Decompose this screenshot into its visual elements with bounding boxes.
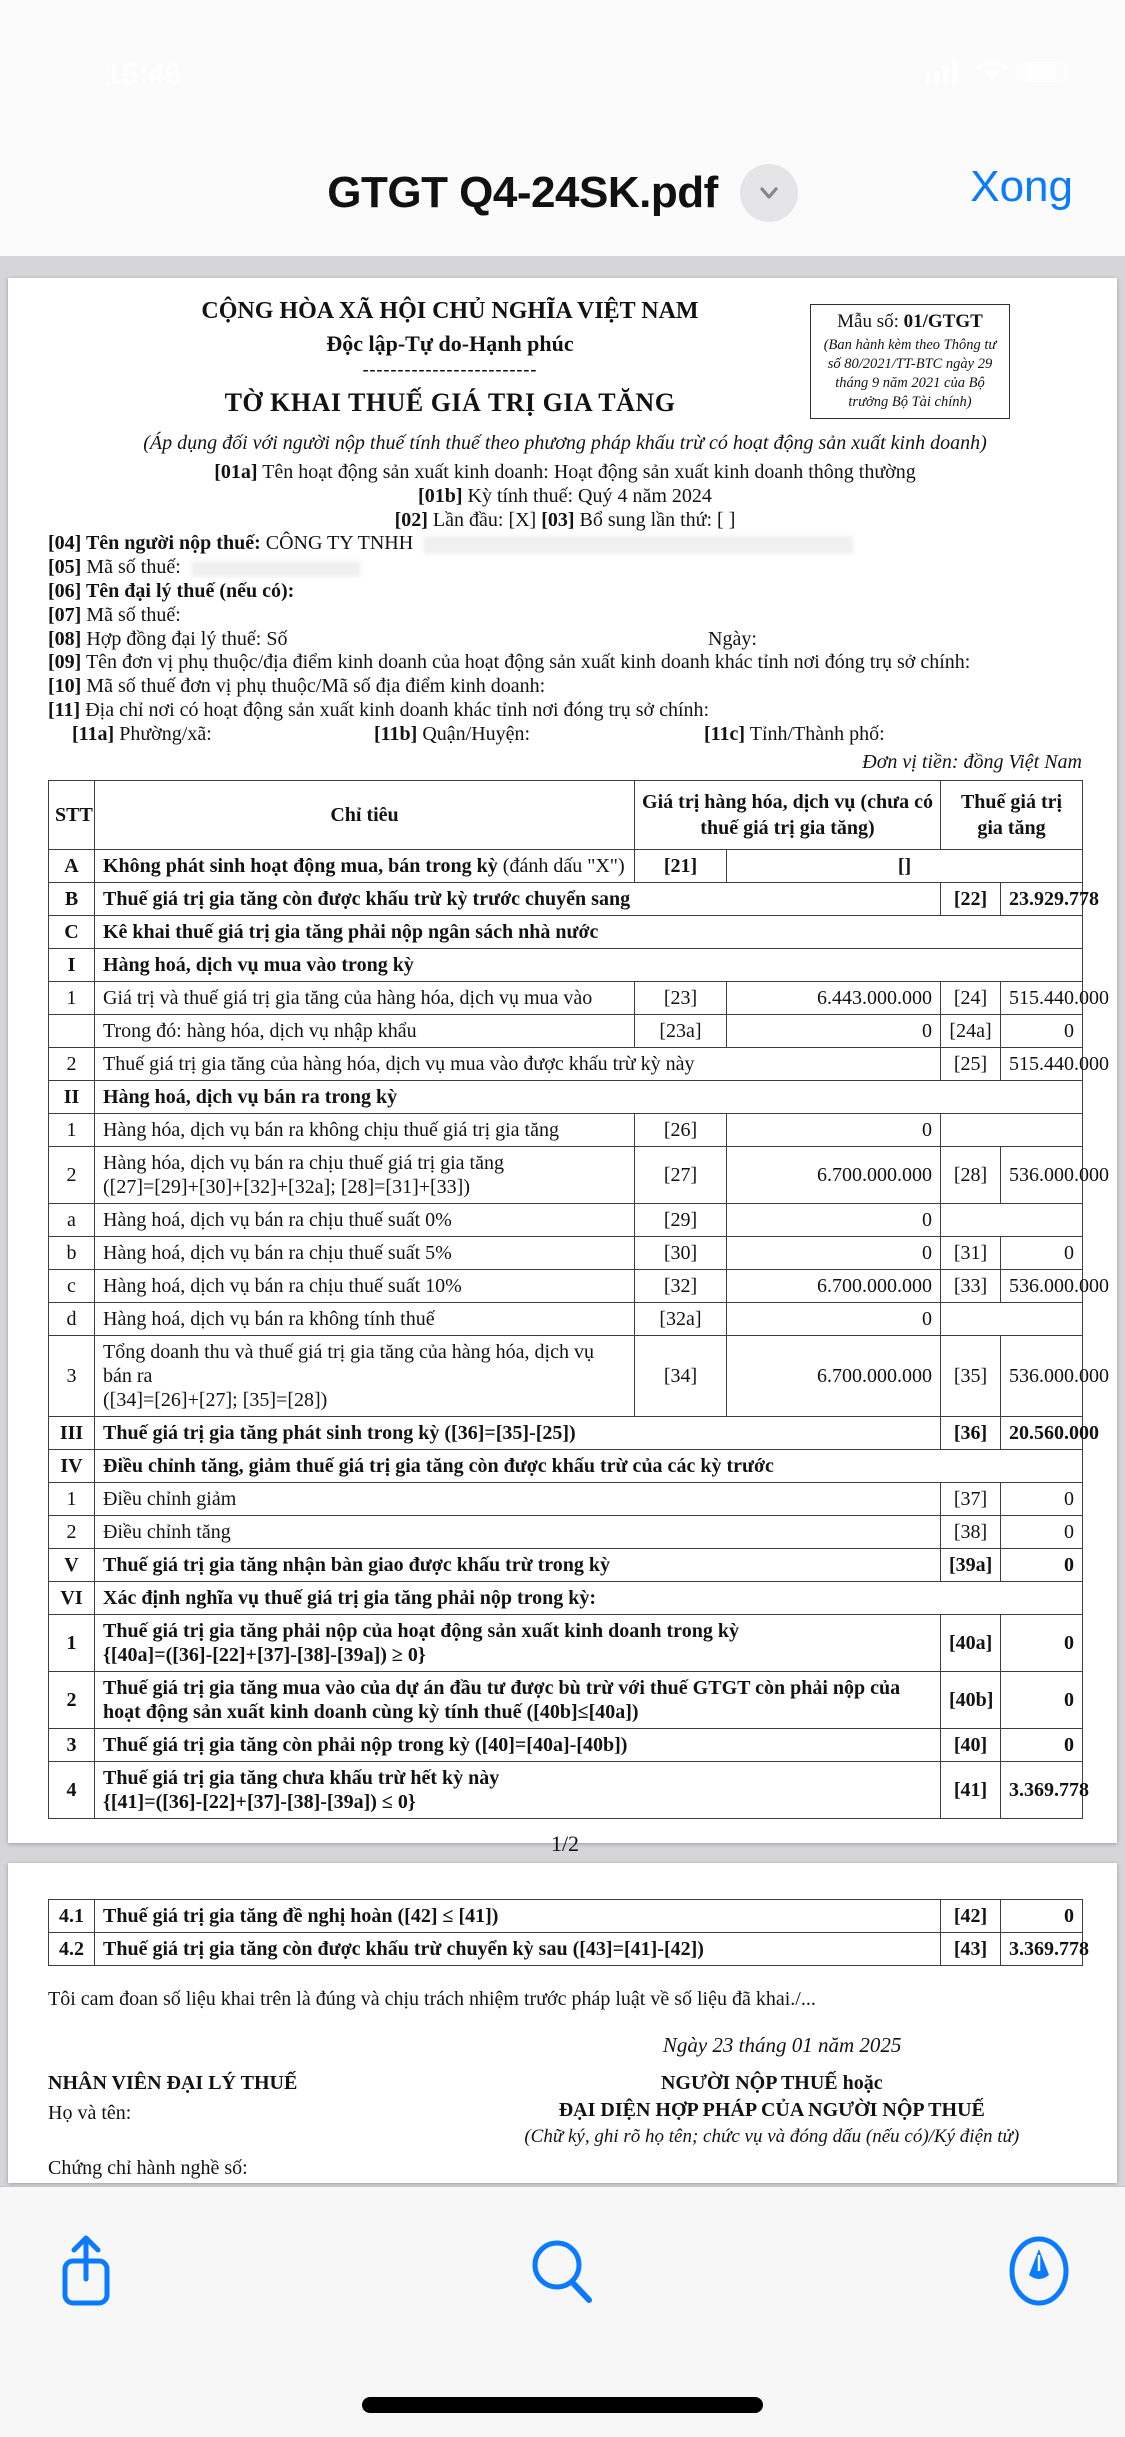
table-cell: 20.560.000	[1001, 1416, 1083, 1449]
taxpayer-sign-line3: (Chữ ký, ghi rõ họ tên; chức vụ và đóng dấu (nếu có)/Ký điện tử)	[524, 2126, 1020, 2147]
table-cell: a	[49, 1203, 95, 1236]
table-row	[49, 1728, 1083, 1761]
table-cell: 0	[1001, 1548, 1083, 1581]
table-row	[49, 981, 1083, 1014]
home-indicator[interactable]	[362, 2397, 763, 2413]
table-cell: Thuế giá trị gia tăng chưa khấu trừ hết kỳ này {[41]=([36]-[22]+[37]-[38]-[39a]) ≤ 0}	[95, 1761, 941, 1818]
table-row	[49, 1302, 1083, 1335]
table-cell: B	[49, 882, 95, 915]
table-cell: I	[49, 948, 95, 981]
national-subtitle: Độc lập-Tự do-Hạnh phúc	[326, 331, 574, 356]
table-cell: [40b]	[941, 1671, 1001, 1728]
table-cell: 0	[1001, 1614, 1083, 1671]
table-cell: 3.369.778	[1001, 1761, 1083, 1818]
table-row	[49, 1335, 1083, 1416]
table-cell: Thuế giá trị gia tăng còn được khấu trừ kỳ trước chuyển sang	[95, 882, 941, 915]
table-cell: 3	[49, 1335, 95, 1416]
table-cell: C	[49, 915, 95, 948]
table-cell: Hàng hoá, dịch vụ bán ra chịu thuế suất 10%	[95, 1269, 635, 1302]
table-cell: 23.929.778	[1001, 882, 1083, 915]
header-value-goods: Giá trị hàng hóa, dịch vụ (chưa có thuế giá trị gia tăng)	[635, 780, 941, 849]
table-row	[49, 1047, 1083, 1080]
table-cell: [25]	[941, 1047, 1001, 1080]
table-cell: 0	[1001, 1014, 1083, 1047]
table-header-row	[49, 780, 1083, 849]
table-cell: 515.440.000	[1001, 981, 1083, 1014]
table-row	[49, 849, 1083, 882]
national-title: CỘNG HÒA XÃ HỘI CHỦ NGHĨA VIỆT NAM	[201, 298, 699, 324]
table-cell: 2	[49, 1047, 95, 1080]
share-icon	[53, 2233, 119, 2309]
table-cell: Giá trị và thuế giá trị gia tăng của hàng hóa, dịch vụ mua vào	[95, 981, 635, 1014]
form-line-right: Ngày:	[708, 627, 757, 650]
header-criteria: Chỉ tiêu	[95, 780, 635, 849]
table-cell: Thuế giá trị gia tăng đề nghị hoàn ([42] ≤ [41])	[95, 1900, 941, 1933]
redacted-area	[191, 561, 361, 577]
agent-title: NHÂN VIÊN ĐẠI LÝ THUẾ	[48, 2072, 298, 2094]
table-cell: 1	[49, 1482, 95, 1515]
table-row	[49, 1482, 1083, 1515]
table-cell: Tổng doanh thu và thuế giá trị gia tăng của hàng hóa, dịch vụ bán ra ([34]=[26]+[27]; [35]=[28])	[95, 1335, 635, 1416]
form-line: [05] Mã số thuế:	[48, 556, 1082, 580]
agent-name-label: Họ và tên:	[48, 2102, 132, 2124]
table-cell: 2	[49, 1515, 95, 1548]
table-cell: 0	[727, 1113, 941, 1146]
table-row	[49, 1269, 1083, 1302]
table-cell: VI	[49, 1581, 95, 1614]
form-line: [10] Mã số thuế đơn vị phụ thuộc/Mã số địa điểm kinh doanh:	[48, 675, 546, 698]
table-cell: 4.2	[49, 1933, 95, 1966]
table-row	[49, 1146, 1083, 1203]
table-cell: [40]	[941, 1728, 1001, 1761]
markup-icon	[1006, 2235, 1072, 2307]
table-cell	[941, 1113, 1083, 1146]
table-cell: 0	[1001, 1482, 1083, 1515]
search-button[interactable]	[527, 2233, 599, 2309]
table-cell: 0	[727, 1302, 941, 1335]
table-cell: 515.440.000	[1001, 1047, 1083, 1080]
form-title: TỜ KHAI THUẾ GIÁ TRỊ GIA TĂNG	[224, 388, 676, 417]
table-cell: [23]	[635, 981, 727, 1014]
table-cell	[49, 1014, 95, 1047]
markup-button[interactable]	[1003, 2233, 1075, 2309]
table-cell: II	[49, 1080, 95, 1113]
table-cell: [33]	[941, 1269, 1001, 1302]
table-cell: V	[49, 1548, 95, 1581]
table-cell: 4	[49, 1761, 95, 1818]
table-cell: Kê khai thuế giá trị gia tăng phải nộp ngân sách nhà nước	[95, 915, 1083, 948]
signature-row	[48, 2072, 1082, 2180]
table-cell	[941, 1203, 1083, 1236]
table-cell: [27]	[635, 1146, 727, 1203]
search-icon	[529, 2237, 597, 2305]
table-row	[49, 1236, 1083, 1269]
table-row	[49, 1416, 1083, 1449]
table-cell: Thuế giá trị gia tăng của hàng hóa, dịch vụ mua vào được khấu trừ kỳ này	[95, 1047, 941, 1080]
table-cell: [34]	[635, 1335, 727, 1416]
table-cell: [32]	[635, 1269, 727, 1302]
agent-cert-label: Chứng chỉ hành nghề số:	[48, 2157, 248, 2179]
table-row	[49, 882, 1083, 915]
wifi-icon	[975, 60, 1009, 84]
battery-icon	[1023, 60, 1075, 84]
document-title: GTGT Q4-24SK.pdf	[327, 168, 718, 217]
table-row	[49, 1449, 1083, 1482]
table-cell: Trong đó: hàng hóa, dịch vụ nhập khẩu	[95, 1014, 635, 1047]
form-number-note: (Ban hành kèm theo Thông tư số 80/2021/TT-BTC ngày 29 tháng 9 năm 2021 của Bộ trưởng Bộ Tài chính)	[823, 337, 997, 410]
divider-dashes: -------------------------	[362, 359, 538, 379]
chevron-down-icon	[754, 178, 784, 208]
table-cell: [24a]	[941, 1014, 1001, 1047]
table-cell: 0	[727, 1236, 941, 1269]
table-cell: 0	[1001, 1515, 1083, 1548]
table-cell: [28]	[941, 1146, 1001, 1203]
table-cell: [23a]	[635, 1014, 727, 1047]
table-cell: 536.000.000	[1001, 1335, 1083, 1416]
table-row	[49, 1900, 1083, 1933]
table-cell: []	[727, 849, 1083, 882]
table-cell: 6.700.000.000	[727, 1269, 941, 1302]
date-line: Ngày 23 tháng 01 năm 2025	[662, 2033, 902, 2057]
form-line: [08] Hợp đồng đại lý thuế: Số Ngày:	[48, 627, 757, 650]
table-cell: 0	[727, 1014, 941, 1047]
form-number: Mẫu số: 01/GTGT	[837, 311, 983, 332]
table-cell: Xác định nghĩa vụ thuế giá trị gia tăng phải nộp trong kỳ:	[95, 1581, 1083, 1614]
table-cell: Không phát sinh hoạt động mua, bán trong kỳ (đánh dấu "X")	[95, 849, 635, 882]
table-cell: 1	[49, 981, 95, 1014]
form-line: [11] Địa chỉ nơi có hoạt động sản xuất kinh doanh khác tỉnh nơi đóng trụ sở chính:	[48, 698, 710, 721]
vat-table	[48, 780, 1110, 1819]
form-line: [07] Mã số thuế:	[48, 603, 181, 626]
form-line: [11a] Phường/xã: [11b] Quận/Huyện: [11c] Tỉnh/Thành phố:	[72, 722, 885, 745]
table-cell: 6.700.000.000	[727, 1146, 941, 1203]
table-cell: [40a]	[941, 1614, 1001, 1671]
status-icons	[925, 60, 1075, 84]
table-cell: 1	[49, 1113, 95, 1146]
table-cell: 6.700.000.000	[727, 1335, 941, 1416]
table-row	[49, 1581, 1083, 1614]
table-cell: 0	[1001, 1671, 1083, 1728]
table-cell: [21]	[635, 849, 727, 882]
table-row	[49, 948, 1083, 981]
pdf-page-2	[8, 1863, 1117, 2183]
signal-icon	[925, 60, 961, 84]
table-cell: [43]	[941, 1933, 1001, 1966]
pdf-page-1	[8, 278, 1117, 1856]
redacted-area	[423, 536, 853, 554]
header-stt: STT	[49, 780, 95, 849]
table-cell: 0	[1001, 1728, 1083, 1761]
form-number-box	[810, 304, 1010, 419]
table-cell: [30]	[635, 1236, 727, 1269]
table-cell: Điều chỉnh tăng, giảm thuế giá trị gia tăng còn được khấu trừ của các kỳ trước	[95, 1449, 1083, 1482]
table-cell: 4.1	[49, 1900, 95, 1933]
currency-note: Đơn vị tiền: đồng Việt Nam	[862, 750, 1082, 773]
table-cell: Hàng hoá, dịch vụ bán ra trong kỳ	[95, 1080, 1083, 1113]
bottom-toolbar	[0, 2186, 1125, 2437]
table-cell: 2	[49, 1146, 95, 1203]
pdf-viewport[interactable]	[0, 256, 1125, 2186]
table-cell: 2	[49, 1671, 95, 1728]
table-cell: Hàng hóa, dịch vụ bán ra không chịu thuế giá trị gia tăng	[95, 1113, 635, 1146]
table-row	[49, 1933, 1083, 1966]
table-cell: 536.000.000	[1001, 1269, 1083, 1302]
table-cell: [36]	[941, 1416, 1001, 1449]
table-cell: [37]	[941, 1482, 1001, 1515]
table-row	[49, 1014, 1083, 1047]
table-row	[49, 1080, 1083, 1113]
form-line: [04] Tên người nộp thuế: CÔNG TY TNHH	[48, 532, 1082, 556]
table-row	[49, 1515, 1083, 1548]
table-cell: 0	[1001, 1236, 1083, 1269]
vat-table-continued	[48, 1899, 1089, 1966]
table-cell: A	[49, 849, 95, 882]
taxpayer-signature-block	[462, 2072, 1082, 2180]
form-scope: (Áp dụng đối với người nộp thuế tính thuế theo phương pháp khấu trừ có hoạt động sản xuất kinh doanh)	[143, 432, 987, 454]
nav-bar	[0, 130, 1125, 257]
table-cell: [35]	[941, 1335, 1001, 1416]
table-row	[49, 915, 1083, 948]
table-row	[49, 1614, 1083, 1671]
table-cell: d	[49, 1302, 95, 1335]
table-cell: Hàng hóa, dịch vụ bán ra chịu thuế giá trị gia tăng ([27]=[29]+[30]+[32]+[32a]; [28]=[31]+[33])	[95, 1146, 635, 1203]
table-cell: 3.369.778	[1001, 1933, 1083, 1966]
form-line: [06] Tên đại lý thuế (nếu có):	[48, 579, 295, 602]
table-cell: Thuế giá trị gia tăng phát sinh trong kỳ ([36]=[35]-[25])	[95, 1416, 941, 1449]
table-cell: Thuế giá trị gia tăng nhận bàn giao được khấu trừ trong kỳ	[95, 1548, 941, 1581]
table-cell: c	[49, 1269, 95, 1302]
table-cell: [29]	[635, 1203, 727, 1236]
table-cell: [26]	[635, 1113, 727, 1146]
form-line: [01a] Tên hoạt động sản xuất kinh doanh: Hoạt động sản xuất kinh doanh thông thường	[214, 461, 916, 483]
table-cell: Hàng hoá, dịch vụ bán ra không tính thuế	[95, 1302, 635, 1335]
table-cell: 0	[727, 1203, 941, 1236]
header-vat: Thuế giá trị gia tăng	[941, 780, 1083, 849]
page-number: 1/2	[550, 1830, 580, 1856]
taxpayer-sign-line2: ĐẠI DIỆN HỢP PHÁP CỦA NGƯỜI NỘP THUẾ	[558, 2099, 985, 2121]
table-cell: 0	[1001, 1900, 1083, 1933]
table-cell: 6.443.000.000	[727, 981, 941, 1014]
table-cell: [31]	[941, 1236, 1001, 1269]
table-cell: [41]	[941, 1761, 1001, 1818]
table-cell: Điều chỉnh giảm	[95, 1482, 941, 1515]
table-row	[49, 1671, 1083, 1728]
table-cell: Hàng hoá, dịch vụ bán ra chịu thuế suất 0%	[95, 1203, 635, 1236]
agent-signature-block	[48, 2072, 462, 2180]
document-header	[48, 298, 1082, 428]
table-cell: IV	[49, 1449, 95, 1482]
declaration-text: Tôi cam đoan số liệu khai trên là đúng và chịu trách nhiệm trước pháp luật về số liệu đã khai./...	[48, 1988, 816, 2010]
table-cell: [39a]	[941, 1548, 1001, 1581]
table-cell: 3	[49, 1728, 95, 1761]
table-cell: Thuế giá trị gia tăng còn phải nộp trong kỳ ([40]=[40a]-[40b])	[95, 1728, 941, 1761]
status-time: 15:46	[105, 58, 182, 91]
share-button[interactable]	[50, 2233, 122, 2309]
table-row	[49, 1761, 1083, 1818]
status-bar	[0, 0, 1125, 130]
table-cell: [22]	[941, 882, 1001, 915]
table-cell: [24]	[941, 981, 1001, 1014]
table-row	[49, 1113, 1083, 1146]
table-cell: Hàng hoá, dịch vụ mua vào trong kỳ	[95, 948, 1083, 981]
table-cell	[941, 1302, 1083, 1335]
table-cell: 1	[49, 1614, 95, 1671]
table-cell: III	[49, 1416, 95, 1449]
table-cell: [32a]	[635, 1302, 727, 1335]
title-group	[0, 130, 1125, 256]
table-row	[49, 1548, 1083, 1581]
form-line: [01b] Kỳ tính thuế: Quý 4 năm 2024	[418, 484, 712, 507]
table-cell: b	[49, 1236, 95, 1269]
form-line: [02] Lần đầu: [X] [03] Bổ sung lần thứ: [ ]	[394, 508, 736, 531]
table-cell: Thuế giá trị gia tăng còn được khấu trừ chuyển kỳ sau ([43]=[41]-[42])	[95, 1933, 941, 1966]
title-menu-button[interactable]	[740, 164, 798, 222]
table-cell: Thuế giá trị gia tăng phải nộp của hoạt động sản xuất kinh doanh trong kỳ {[40a]=([36]-[22]+[37]-[38]-[39a]) ≥ 0}	[95, 1614, 941, 1671]
table-cell: 536.000.000	[1001, 1146, 1083, 1203]
form-line: [09] Tên đơn vị phụ thuộc/địa điểm kinh doanh của hoạt động sản xuất kinh doanh khác tỉnh nơi đóng trụ sở chính:	[48, 651, 971, 674]
table-cell: [38]	[941, 1515, 1001, 1548]
table-row	[49, 1203, 1083, 1236]
taxpayer-sign-line1: NGƯỜI NỘP THUẾ hoặc	[660, 2072, 883, 2094]
done-button[interactable]: Xong	[970, 162, 1073, 211]
table-cell: Hàng hoá, dịch vụ bán ra chịu thuế suất 5%	[95, 1236, 635, 1269]
taxpayer-info-lines	[48, 461, 1082, 747]
table-cell: [42]	[941, 1900, 1001, 1933]
table-cell: Điều chỉnh tăng	[95, 1515, 941, 1548]
table-cell: Thuế giá trị gia tăng mua vào của dự án đầu tư được bù trừ với thuế GTGT còn phải nộp của hoạt động sản xuất kinh doanh cùng kỳ tính thuế ([40b]≤[40a])	[95, 1671, 941, 1728]
